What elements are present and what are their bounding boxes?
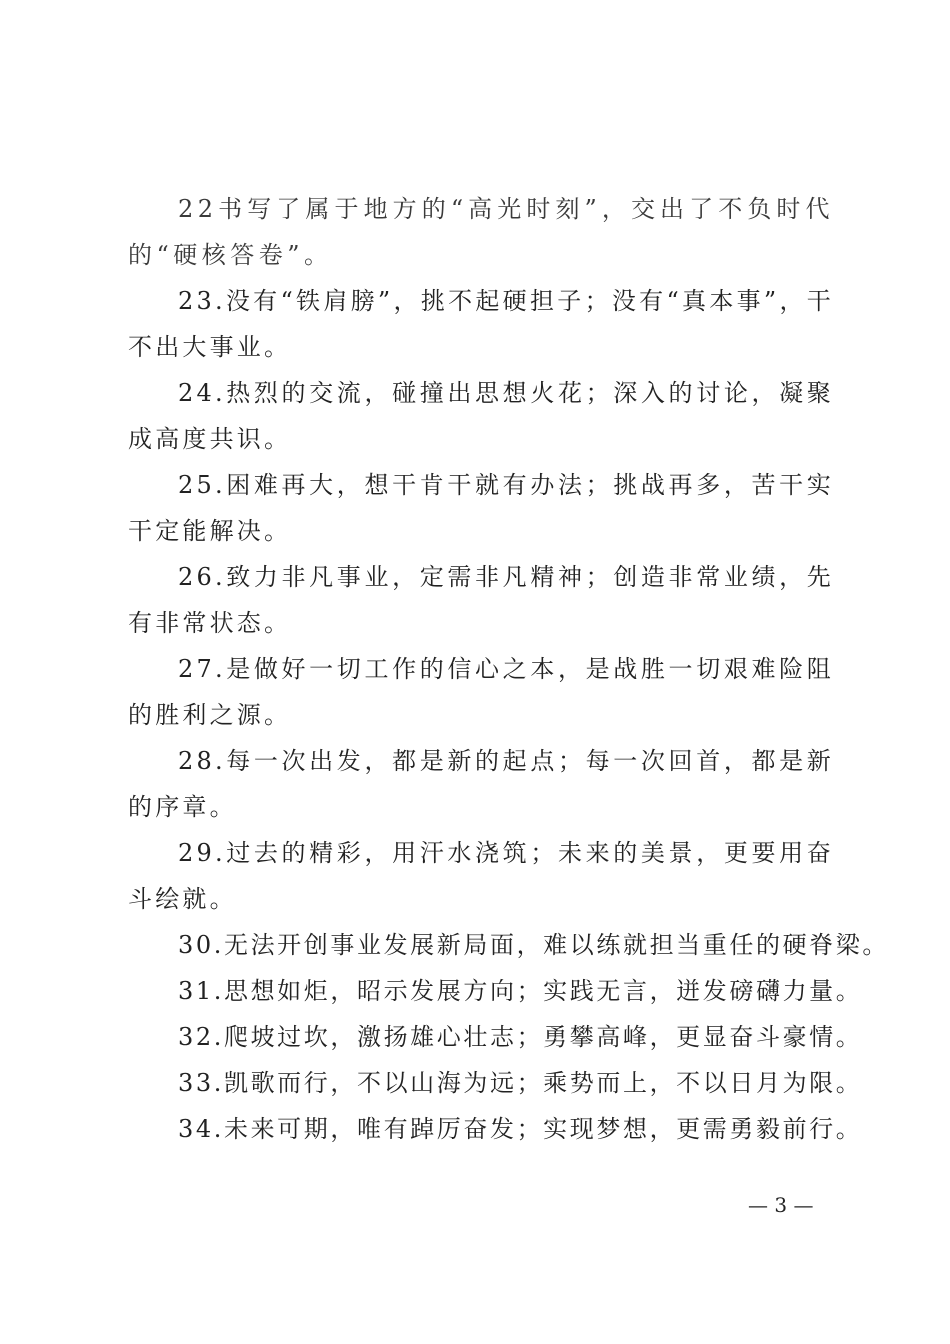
paragraph-22: 22书写了属于地方的“高光时刻”，交出了不负时代的“硬核答卷”。 <box>128 195 834 269</box>
paragraph-30: 30.无法开创事业发展新局面，难以练就担当重任的硬脊梁。 <box>178 931 889 959</box>
paragraph-33: 33.凯歌而行，不以山海为远；乘势而上，不以日月为限。 <box>178 1069 863 1097</box>
paragraph-26: 26.致力非凡事业，定需非凡精神；创造非常业绩，先有非常状态。 <box>128 563 834 637</box>
paragraph-27: 27.是做好一切工作的信心之本，是战胜一切艰难险阻的胜利之源。 <box>128 655 834 729</box>
paragraph-34: 34.未来可期，唯有踔厉奋发；实现梦想，更需勇毅前行。 <box>178 1115 863 1143</box>
paragraph-32: 32.爬坡过坎，激扬雄心壮志；勇攀高峰，更显奋斗豪情。 <box>178 1023 863 1051</box>
document-body <box>128 186 889 1152</box>
paragraph-29: 29.过去的精彩，用汗水浇筑；未来的美景，更要用奋斗绘就。 <box>128 839 834 913</box>
paragraph-24: 24.热烈的交流，碰撞出思想火花；深入的讨论，凝聚成高度共识。 <box>128 379 834 453</box>
paragraph-31: 31.思想如炬，昭示发展方向；实践无言，迸发磅礴力量。 <box>178 977 863 1005</box>
page-number: — 3 — <box>748 1193 814 1217</box>
paragraph-23: 23.没有“铁肩膀”，挑不起硬担子；没有“真本事”，干不出大事业。 <box>128 287 834 361</box>
paragraph-25: 25.困难再大，想干肯干就有办法；挑战再多，苦干实干定能解决。 <box>128 471 834 545</box>
paragraph-28: 28.每一次出发，都是新的起点；每一次回首，都是新的序章。 <box>128 747 834 821</box>
